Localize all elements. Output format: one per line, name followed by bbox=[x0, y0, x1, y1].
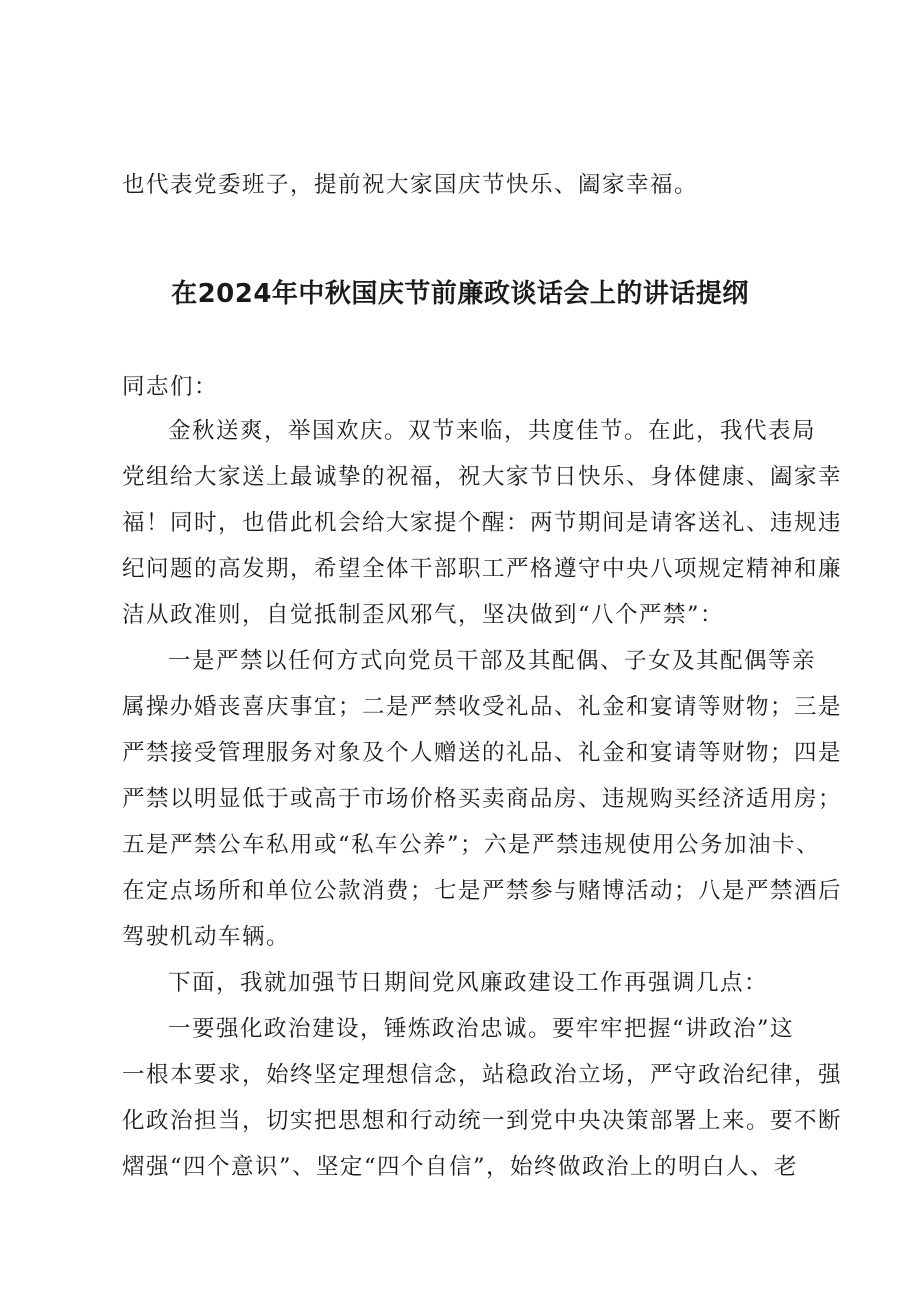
paragraph-line: 严禁接受管理服务对象及个人赠送的礼品、礼金和宴请等财物；四是 bbox=[122, 740, 843, 766]
paragraph-line: 属操办婚丧喜庆事宜；二是严禁收受礼品、礼金和宴请等财物；三是 bbox=[122, 694, 843, 720]
paragraph-line: 一根本要求，始终坚定理想信念，站稳政治立场，严守政治纪律，强 bbox=[122, 1062, 843, 1088]
paragraph-line: 福！同时，也借此机会给大家提个醒：两节期间是请客送礼、违规违 bbox=[122, 510, 843, 536]
paragraph-line: 下面，我就加强节日期间党风廉政建设工作再强调几点： bbox=[168, 970, 769, 996]
paragraph-line: 洁从政准则，自觉抵制歪风邪气，坚决做到“八个严禁”： bbox=[122, 602, 725, 628]
salutation: 同志们： bbox=[122, 374, 219, 400]
paragraph-line: 驾驶机动车辆。 bbox=[122, 924, 291, 950]
paragraph-line: 五是严禁公车私用或“私车公养”；六是严禁违规使用公务加油卡、 bbox=[122, 832, 821, 858]
paragraph-line: 金秋送爽，举国欢庆。双节来临，共度佳节。在此，我代表局 bbox=[168, 418, 817, 444]
paragraph-line: 严禁以明显低于或高于市场价格买卖商品房、违规购买经济适用房； bbox=[122, 786, 843, 812]
paragraph-line: 一是严禁以任何方式向党员干部及其配偶、子女及其配偶等亲 bbox=[168, 648, 817, 674]
carryover-line: 也代表党委班子，提前祝大家国庆节快乐、阖家幸福。 bbox=[122, 172, 699, 198]
paragraph-line: 党组给大家送上最诚挚的祝福，祝大家节日快乐、身体健康、阖家幸 bbox=[122, 464, 843, 490]
document-title: 在2024年中秋国庆节前廉政谈话会上的讲话提纲 bbox=[171, 279, 749, 309]
paragraph-line: 纪问题的高发期，希望全体干部职工严格遵守中央八项规定精神和廉 bbox=[122, 556, 843, 582]
paragraph-line: 一要强化政治建设，锤炼政治忠诚。要牢牢把握“讲政治”这 bbox=[168, 1016, 795, 1042]
paragraph-line: 在定点场所和单位公款消费；七是严禁参与赌博活动；八是严禁酒后 bbox=[122, 878, 843, 904]
paragraph-line: 化政治担当，切实把思想和行动统一到党中央决策部署上来。要不断 bbox=[122, 1108, 843, 1134]
paragraph-line: 熠强“四个意识”、坚定“四个自信”，始终做政治上的明白人、老 bbox=[122, 1154, 799, 1180]
